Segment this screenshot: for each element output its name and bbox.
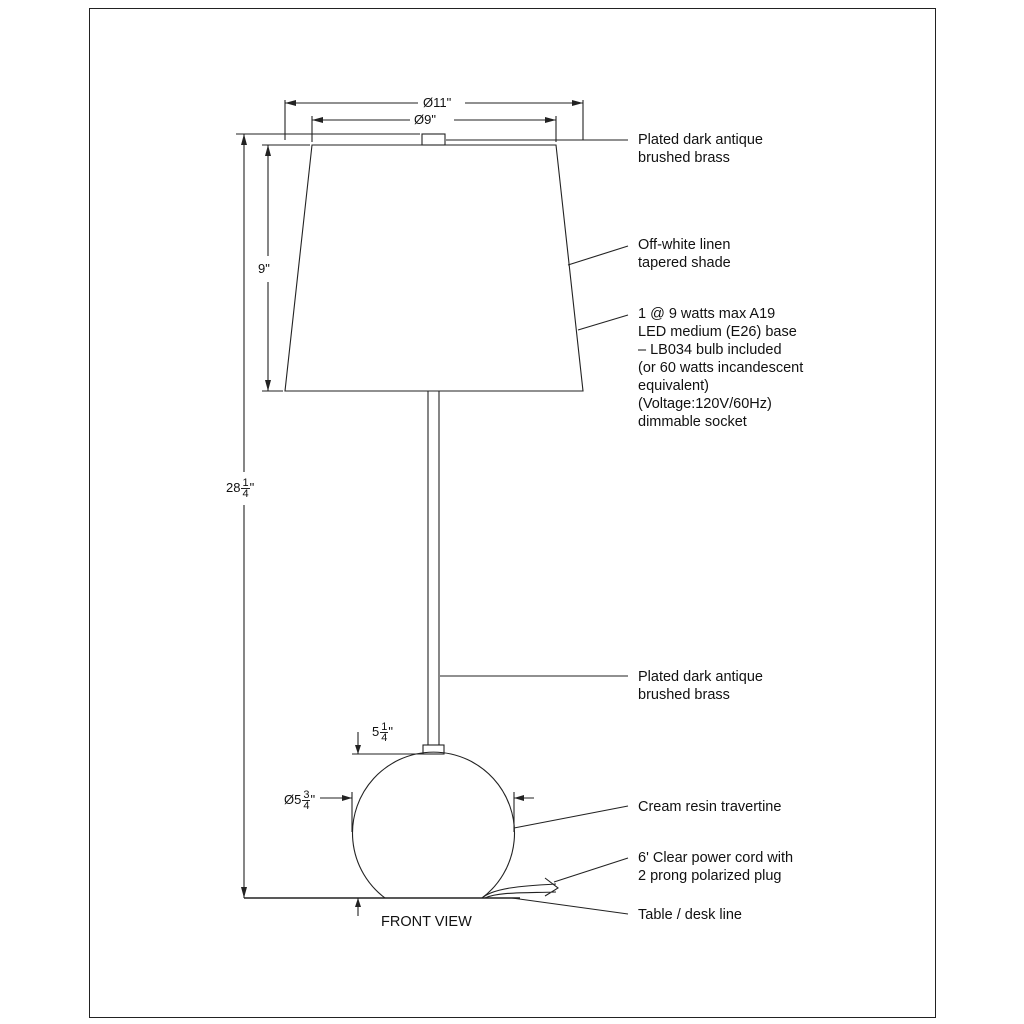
leader-base (514, 806, 628, 828)
leader-bulb (578, 315, 628, 330)
callout-bulb (638, 305, 803, 431)
callout-line: Off-white linen (638, 237, 731, 253)
leader-table (512, 898, 628, 914)
callout-line: Plated dark antique (638, 669, 763, 685)
dim-shade-top-diameter: Ø9" (414, 112, 436, 127)
dim-den: 4 (381, 732, 388, 744)
dim-whole: 28 (226, 479, 241, 495)
callout-line: Plated dark antique (638, 132, 763, 148)
lamp-shade (285, 145, 583, 391)
callout-line: brushed brass (638, 687, 730, 703)
arrowhead (265, 145, 271, 156)
dim-unit: " (249, 479, 255, 495)
callout-line: brushed brass (638, 150, 730, 166)
callout-shade (638, 236, 731, 272)
callout-line: Table / desk line (638, 907, 742, 923)
callout-line: 6' Clear power cord with (638, 850, 794, 866)
callout-line: (Voltage:120V/60Hz) (638, 396, 772, 412)
leader-shade (568, 246, 628, 265)
dim-overall-height (226, 478, 254, 499)
callout-base-material (638, 798, 781, 816)
callout-cord (638, 849, 793, 885)
dim-den: 4 (303, 800, 310, 812)
dim-num: 3 (303, 789, 310, 801)
callout-line: Cream resin travertine (638, 799, 782, 815)
arrowhead (514, 795, 524, 801)
dim-fraction (241, 478, 249, 499)
callout-table-line (638, 906, 742, 924)
arrowhead (572, 100, 583, 106)
dim-whole: Ø5 (284, 791, 302, 807)
callout-stem-finish (638, 668, 763, 704)
dim-shade-height: 9" (258, 261, 270, 276)
arrowhead (312, 117, 323, 123)
view-label: FRONT VIEW (381, 914, 472, 930)
arrowhead (285, 100, 296, 106)
dim-unit: " (388, 723, 393, 739)
arrowhead (342, 795, 352, 801)
callout-line: dimmable socket (638, 414, 747, 430)
dim-unit: " (310, 791, 316, 807)
dim-den: 4 (242, 488, 249, 500)
callout-line: LED medium (E26) base (638, 324, 797, 340)
leader-cord (554, 858, 628, 882)
dim-num: 1 (242, 477, 249, 489)
arrowhead (355, 898, 361, 907)
callout-line: tapered shade (638, 255, 731, 271)
callout-line: equivalent) (638, 378, 709, 394)
arrowhead (355, 745, 361, 754)
arrowhead (241, 134, 247, 145)
callout-finial-finish (638, 131, 763, 167)
dim-base-height (372, 722, 393, 743)
arrowhead (241, 887, 247, 898)
callout-line: (or 60 watts incandescent (638, 360, 804, 376)
dim-whole: 5 (372, 723, 380, 739)
callout-line: – LB034 bulb included (638, 342, 782, 358)
callout-line: 2 prong polarized plug (638, 868, 782, 884)
shade-finial (422, 134, 445, 145)
sphere-base (353, 752, 515, 898)
arrowhead (265, 380, 271, 391)
dim-num: 1 (381, 721, 388, 733)
arrowhead (545, 117, 556, 123)
dim-shade-bottom-diameter: Ø11" (423, 95, 452, 110)
callout-line: 1 @ 9 watts max A19 (638, 306, 776, 322)
dim-base-diameter (284, 790, 315, 811)
